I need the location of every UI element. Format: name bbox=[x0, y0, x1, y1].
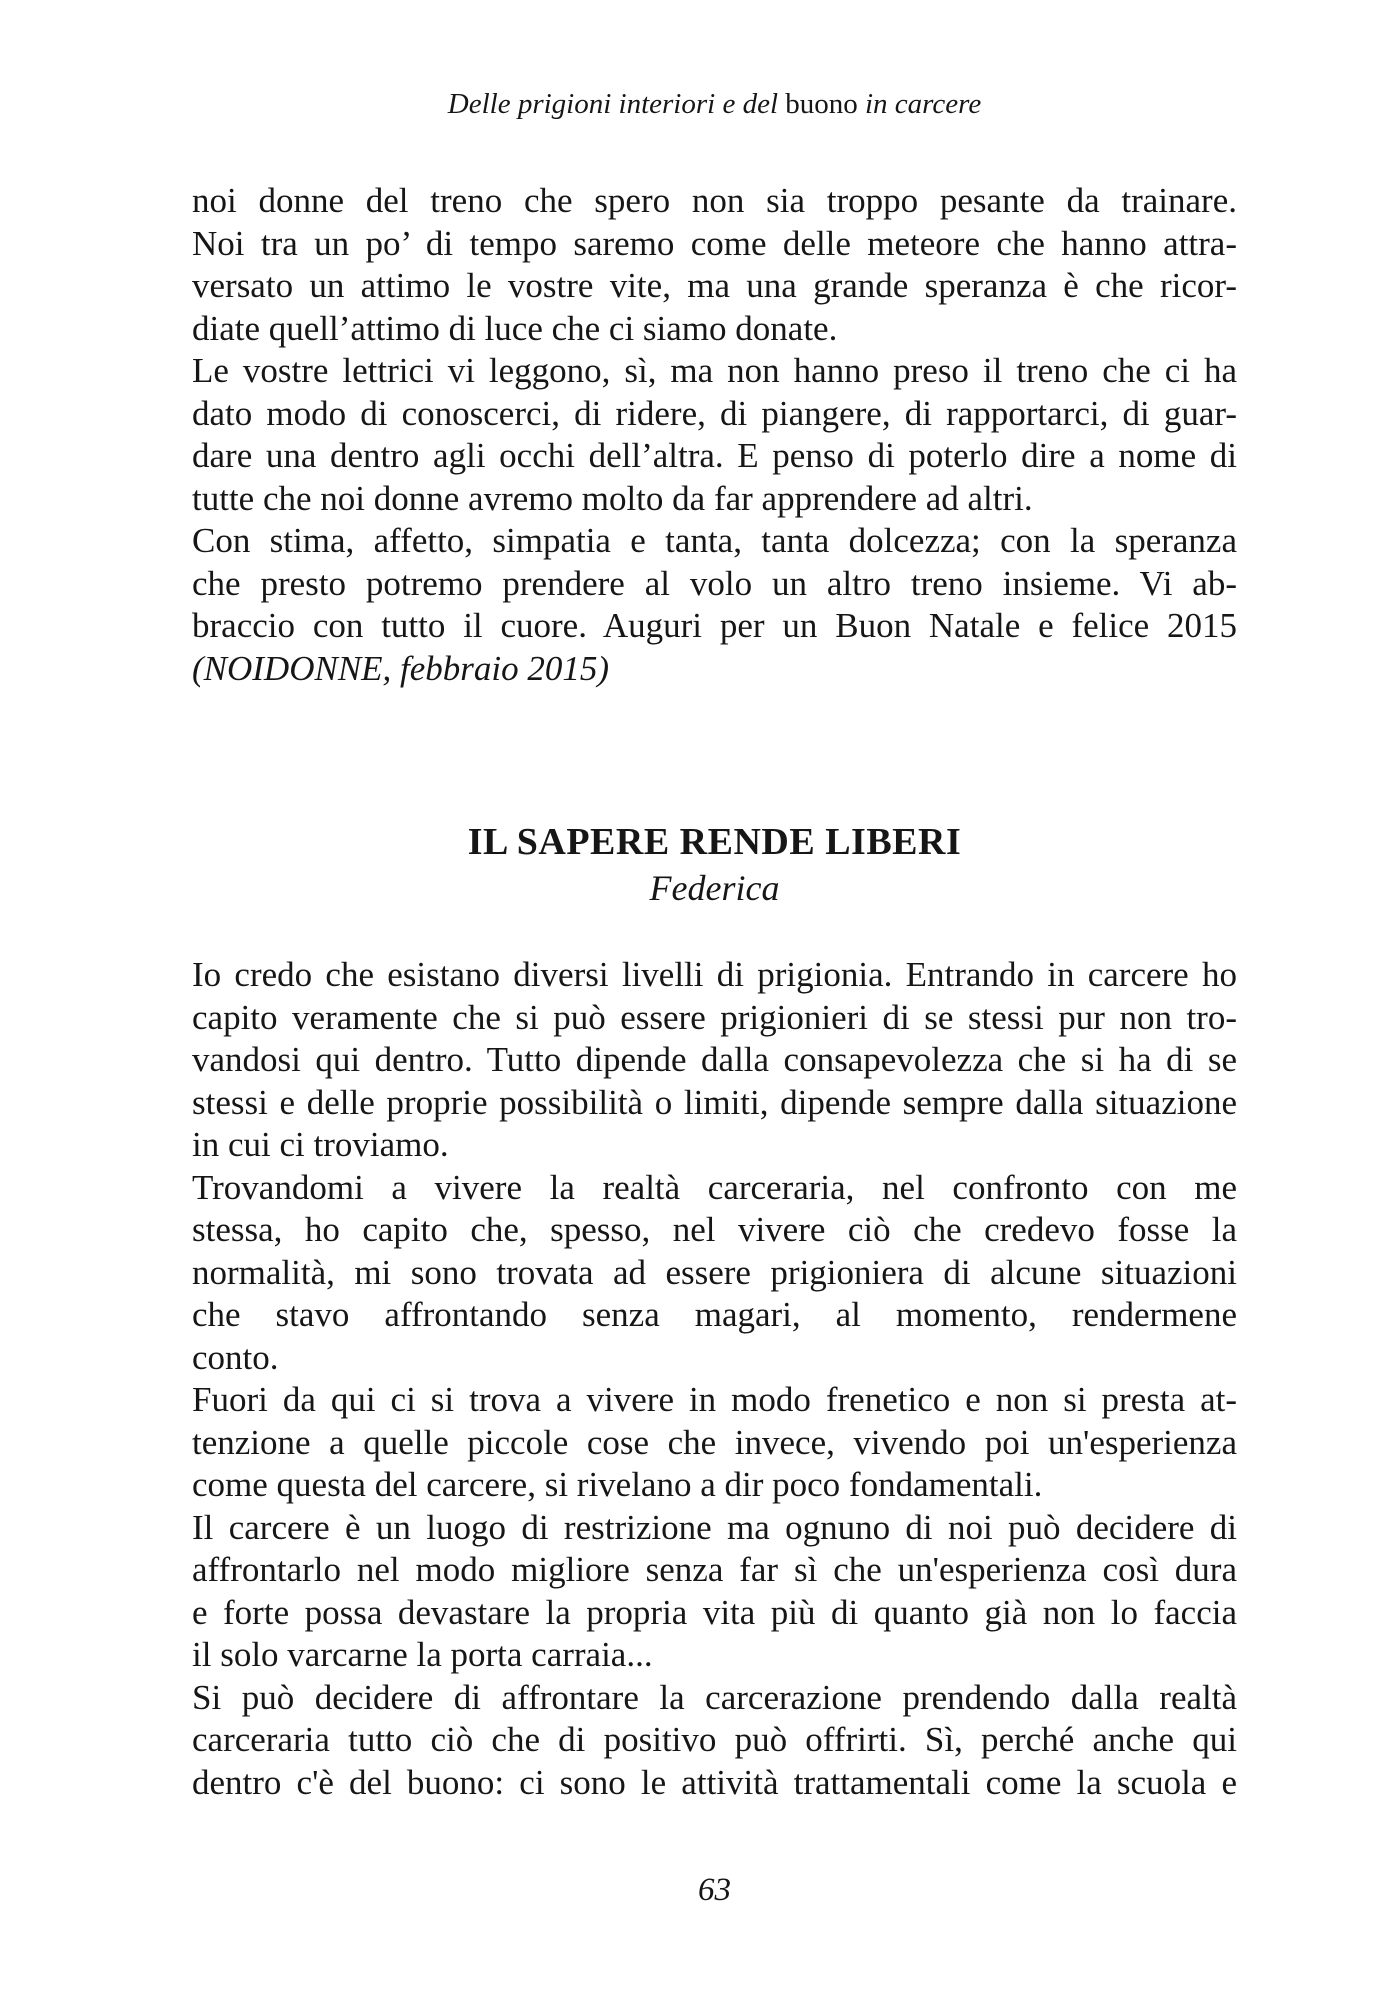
text-line: Il carcere è un luogo di restrizione ma ognuno di noi può decidere di bbox=[192, 1507, 1237, 1547]
text-line: Si può decidere di affrontare la carcerazione prendendo dalla realtà bbox=[192, 1677, 1237, 1717]
paragraph bbox=[192, 1507, 1237, 1677]
paragraph bbox=[192, 180, 1237, 350]
type-area bbox=[192, 86, 1237, 1804]
running-header bbox=[192, 86, 1237, 122]
running-header-roman-word: buono bbox=[785, 88, 858, 120]
text-line: normalità, mi sono trovata ad essere prigioniera di alcune situazioni bbox=[192, 1252, 1237, 1292]
text-line: versato un attimo le vostre vite, ma una grande speranza è che ricor- bbox=[192, 266, 1237, 305]
text-line: dentro c'è del buono: ci sono le attività trattamentali come la scuola e bbox=[192, 1762, 1237, 1802]
text-line: dato modo di conoscerci, di ridere, di piangere, di rapportarci, di guar- bbox=[192, 393, 1237, 433]
text-line: e forte possa devastare la propria vita più di quanto già non lo faccia bbox=[192, 1592, 1237, 1632]
text-line: che presto potremo prendere al volo un altro treno insieme. Vi ab- bbox=[192, 563, 1237, 603]
text-line: in cui ci troviamo. bbox=[192, 1125, 449, 1164]
text-line: come questa del carcere, si rivelano a dir poco fondamentali. bbox=[192, 1465, 1043, 1504]
paragraph bbox=[192, 648, 1237, 691]
text-line: dare una dentro agli occhi dell’altra. E penso di poterlo dire a nome di bbox=[192, 436, 1237, 475]
text-line: tutte che noi donne avremo molto da far apprendere ad altri. bbox=[192, 478, 1033, 518]
text-line: diate quell’attimo di luce che ci siamo donate. bbox=[192, 308, 838, 348]
text-line: Noi tra un po’ di tempo saremo come delle meteore che hanno attra- bbox=[192, 223, 1237, 263]
text-line: che stavo affrontando senza magari, al momento, rendermene bbox=[192, 1295, 1237, 1334]
section-title: IL SAPERE RENDE LIBERI bbox=[467, 821, 962, 863]
text-line: capito veramente che si può essere prigionieri di se stessi pur non tro- bbox=[192, 997, 1237, 1037]
paragraph bbox=[192, 1167, 1237, 1380]
text-line: Fuori da qui ci si trova a vivere in modo frenetico e non si presta at- bbox=[192, 1380, 1237, 1419]
text-line: stessi e delle proprie possibilità o limiti, dipende sempre dalla situazione bbox=[192, 1082, 1237, 1122]
text-line: affrontarlo nel modo migliore senza far sì che un'esperienza così dura bbox=[192, 1550, 1237, 1589]
text-line: Le vostre lettrici vi leggono, sì, ma non hanno preso il treno che ci ha bbox=[192, 351, 1237, 390]
text-line: carceraria tutto ciò che di positivo può offrirti. Sì, perché anche qui bbox=[192, 1720, 1237, 1759]
paragraph bbox=[192, 350, 1237, 520]
text-line: (NOIDONNE, febbraio 2015) bbox=[192, 648, 610, 688]
text-line: Con stima, affetto, simpatia e tanta, tanta dolcezza; con la speranza bbox=[192, 521, 1237, 560]
text-blocks bbox=[192, 180, 1237, 1804]
paragraph bbox=[192, 954, 1237, 1167]
text-line: stessa, ho capito che, spesso, nel vivere ciò che credevo fosse la bbox=[192, 1210, 1237, 1249]
text-line: Trovandomi a vivere la realtà carceraria, nel confronto con me bbox=[192, 1167, 1237, 1207]
text-line: tenzione a quelle piccole cose che invece, vivendo poi un'esperienza bbox=[192, 1422, 1237, 1462]
paragraph bbox=[192, 1379, 1237, 1507]
page-number: 63 bbox=[698, 1872, 731, 1908]
section-author: Federica bbox=[649, 868, 780, 908]
text-line: Io credo che esistano diversi livelli di prigionia. Entrando in carcere ho bbox=[192, 955, 1237, 994]
text-line: vandosi qui dentro. Tutto dipende dalla consapevolezza che si ha di se bbox=[192, 1040, 1237, 1079]
paragraph bbox=[192, 1677, 1237, 1805]
text-line: braccio con tutto il cuore. Auguri per un Buon Natale e felice 2015 bbox=[192, 606, 1237, 645]
running-header-italic-lead: Delle prigioni interiori e del bbox=[447, 88, 786, 120]
running-header-italic-tail: in carcere bbox=[857, 88, 982, 120]
text-line: il solo varcarne la porta carraia... bbox=[192, 1635, 653, 1674]
paragraph bbox=[192, 520, 1237, 648]
text-line: noi donne del treno che spero non sia troppo pesante da trainare. bbox=[192, 181, 1237, 220]
text-line: conto. bbox=[192, 1337, 279, 1377]
